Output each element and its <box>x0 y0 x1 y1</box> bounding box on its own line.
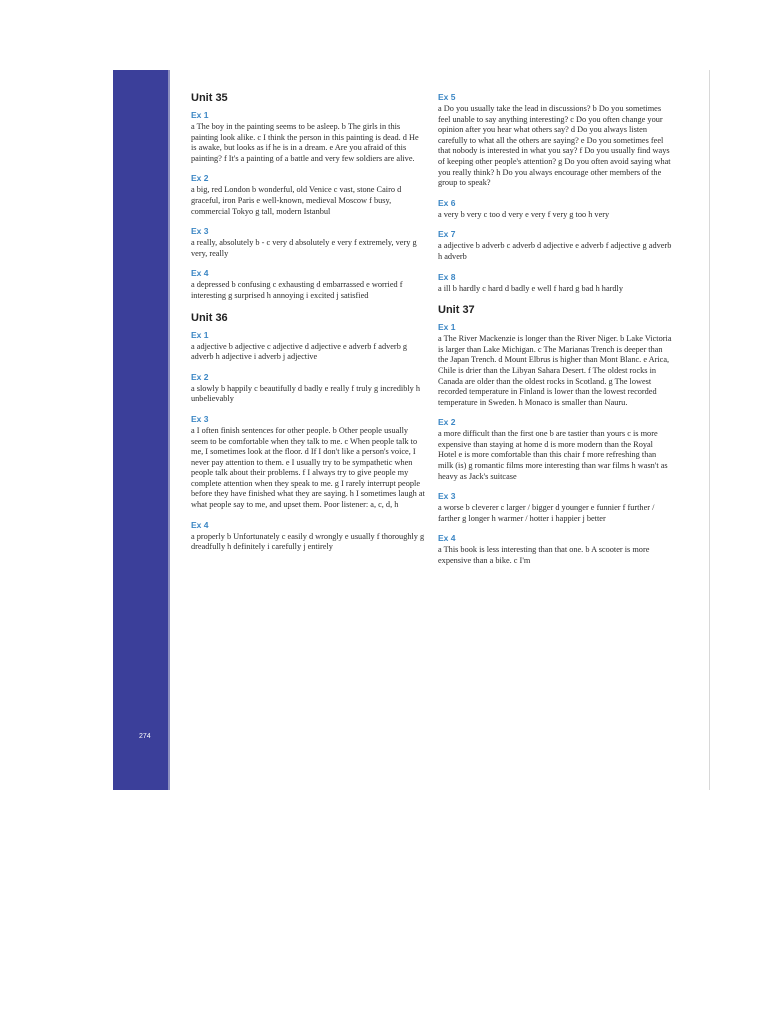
exercise-label: Ex 3 <box>191 226 209 237</box>
unit-37-block <box>438 304 673 567</box>
page-right-edge <box>709 70 710 790</box>
page-number: 274 <box>139 733 151 740</box>
exercise-label: Ex 3 <box>438 491 456 502</box>
exercise-answers: a The boy in the painting seems to be asleep. b The girls in this painting look alike. c I think the person in this painting is dead. d He is awake, but looks as if he is in a dream. e Are you afraid of this painting? f It's a painting of a battle and very few soldiers are alive. <box>191 122 419 163</box>
unit-36-block <box>191 312 426 553</box>
exercise-answers: a adjective b adverb c adverb d adjective e adverb f adjective g adverb h adverb <box>438 241 672 261</box>
exercise-answers: a slowly b happily c beautifully d badly e really f truly g incredibly h unbelievably <box>191 383 421 404</box>
exercise-answers: a really, absolutely b - c very d absolutely e very f extremely, very g very, really <box>191 238 417 258</box>
exercise-label: Ex 8 <box>438 271 456 282</box>
right-column <box>438 92 673 567</box>
exercise-answers: a big, red London b wonderful, old Venice c vast, stone Cairo d graceful, iron Paris e well-known, medieval Moscow f busy, commercial Tokyo g tall, modern Istanbul <box>191 185 402 216</box>
unit-title: Unit 37 <box>438 304 475 317</box>
exercise-answers: a worse b cleverer c larger / bigger d younger e funnier f further / farther g longer h warmer / hotter i happier j better <box>438 503 655 523</box>
exercise-label: Ex 2 <box>191 371 209 382</box>
exercise-answers: a more difficult than the first one b are tastier than yours c is more expensive than staying at home d is more modern than the Royal Hotel e is more comfortable than this chair f more refreshing than milk (is) g romantic films more interesting than war films h wasn't as heavy as Jack's suitcase <box>438 429 668 481</box>
exercise-label: Ex 1 <box>191 110 209 120</box>
page-side-bar <box>113 70 168 790</box>
exercise-label: Ex 6 <box>438 197 456 208</box>
unit-35-block <box>191 92 426 302</box>
exercise-answers: a I often finish sentences for other people. b Other people usually seem to be comfortable when they talk to me. c When people talk to me, I sometimes look at the floor. d If I don't like a person's voice, I never pay attention to them. e I usually try to be sympathetic when people talk about their problems. f I always try to give people my complete attention when they speak to me. g I rarely interrupt people before they have finished what they are saying. h I sometimes laugh at what people say to me, and upset them. Poor listener: a, c, d, h <box>191 425 425 510</box>
exercise-answers: a depressed b confusing c exhausting d embarrassed e worried f interesting g surprised h annoying i excited j satisfied <box>191 280 403 300</box>
scanned-page <box>113 70 710 790</box>
exercise-label: Ex 4 <box>191 519 209 530</box>
unit-36-continued-block <box>438 92 673 294</box>
exercise-answers: a ill b hardly c hard d badly e well f hard g bad h hardly <box>438 283 624 293</box>
exercise-answers: a This book is less interesting than that one. b A scooter is more expensive than a bike. c I'm <box>438 545 650 566</box>
exercise-answers: a adjective b adjective c adjective d adjective e adverb f adverb g adverb h adjective i adverb j adjective <box>191 341 408 362</box>
exercise-label: Ex 2 <box>191 173 209 184</box>
exercise-label: Ex 3 <box>191 413 209 424</box>
exercise-answers: a properly b Unfortunately c easily d wrongly e usually f thoroughly g dreadfully h definitely i carefully j entirely <box>191 531 425 552</box>
exercise-answers: a Do you usually take the lead in discussions? b Do you sometimes feel unable to say anything interesting? c Do you often change your opinion after you hear what others say? d Do you always listen carefully to what all the others are saying? e Do you sometimes feel that nobody is interested in what you say? f Do you usually find ways of keeping other people's attention? g Do you often avoid saying what you really think? h Do you always encourage other members of the group to speak? <box>438 104 671 188</box>
exercise-label: Ex 7 <box>438 229 456 240</box>
exercise-answers: a very b very c too d very e very f very g too h very <box>438 209 610 219</box>
side-bar-edge <box>168 70 170 790</box>
exercise-answers: a The River Mackenzie is longer than the River Niger. b Lake Victoria is larger than Lake Michigan. c The Marianas Trench is deeper than the Japan Trench. d Mount Elbrus is higher than Mont Blanc. e Arica, Chile is drier than the Libyan Sahara Desert. f The oldest rocks in Canada are older than the oldest rocks in Scotland. g The lowest recorded temperature in Finland is lower than the lowest recorded temperature in Sweden. h Monaco is smaller than Nauru. <box>438 334 672 407</box>
exercise-label: Ex 1 <box>191 329 209 340</box>
unit-title: Unit 35 <box>191 92 228 104</box>
exercise-label: Ex 2 <box>438 417 456 428</box>
exercise-label: Ex 4 <box>191 268 209 279</box>
exercise-label: Ex 4 <box>438 533 456 544</box>
unit-title: Unit 36 <box>191 311 228 324</box>
exercise-label: Ex 1 <box>438 322 456 333</box>
left-column <box>191 92 426 553</box>
exercise-label: Ex 5 <box>438 92 456 102</box>
